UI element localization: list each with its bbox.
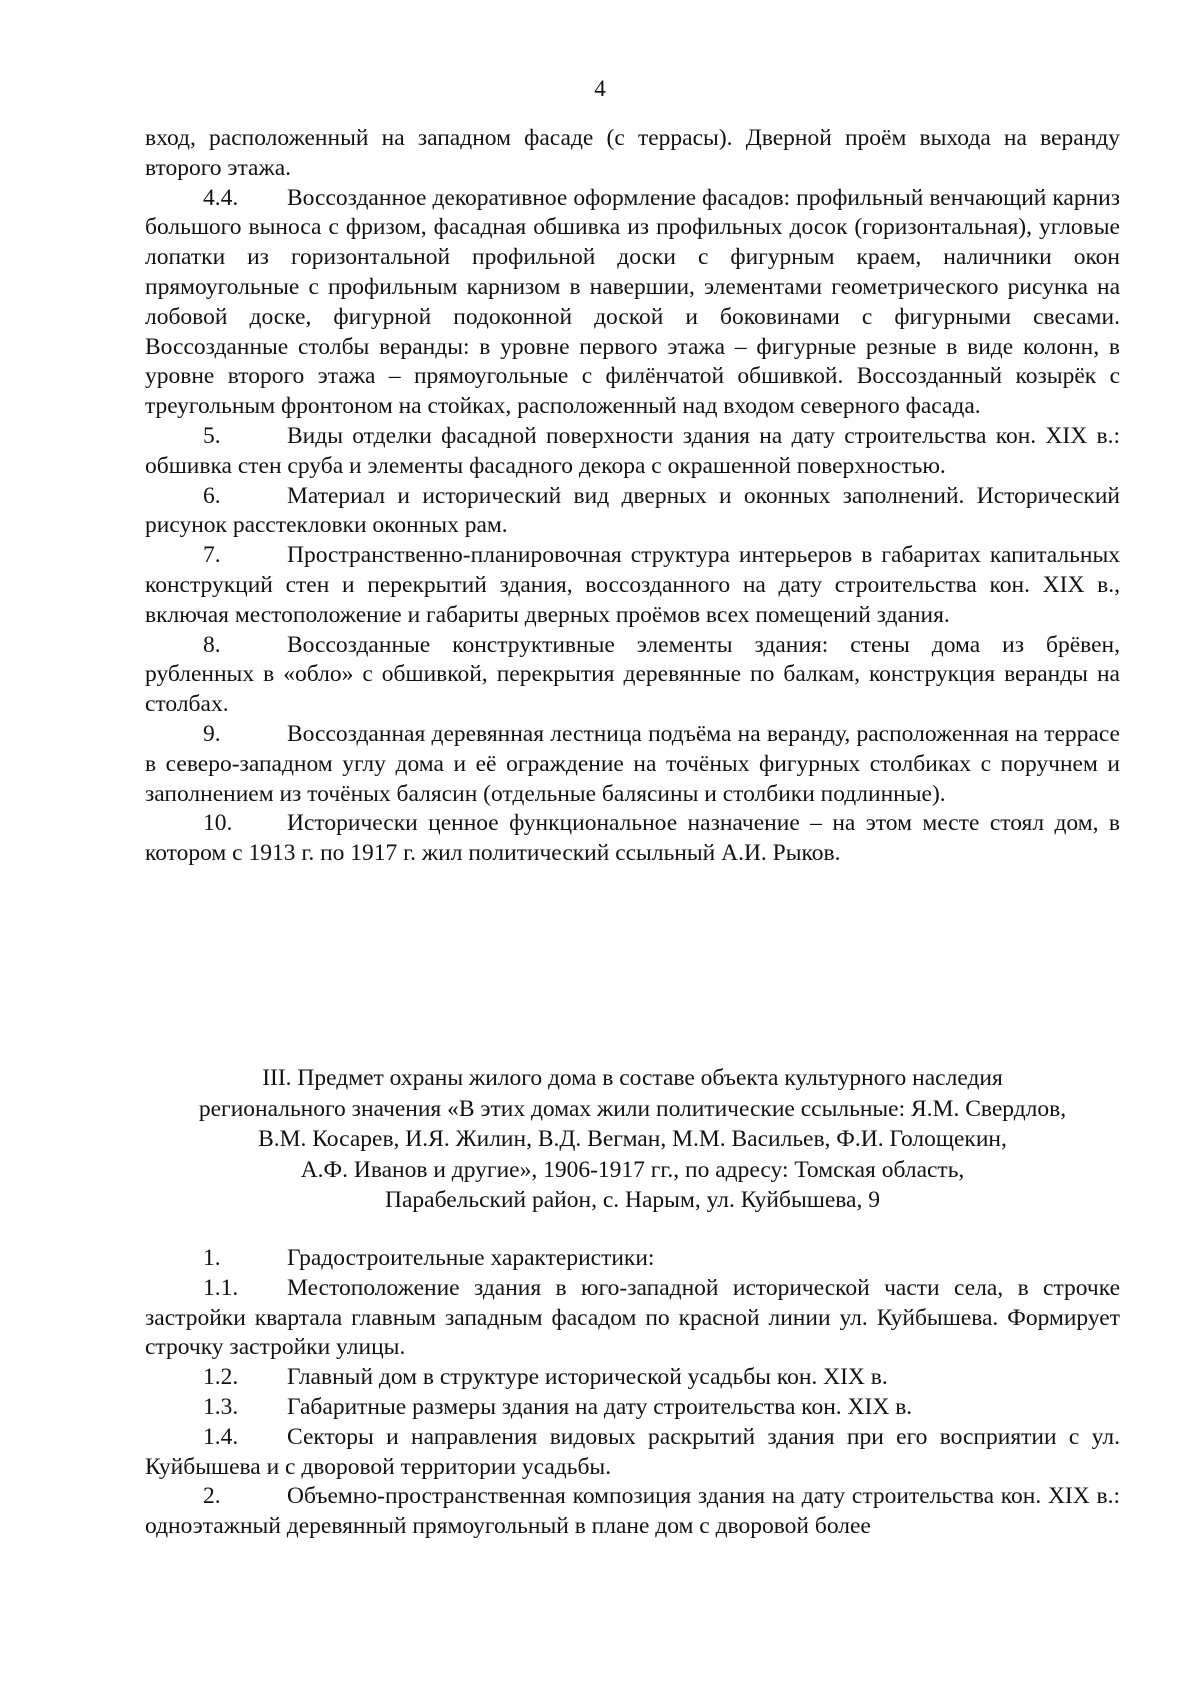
heading-line: Парабельский район, с. Нарым, ул. Куйбышева, 9 [385,1187,880,1213]
item-text: Воссозданная деревянная лестница подъёма на веранду, расположенная на террасе в северо-западном углу дома и её ограждение на точёных фигурных столбиках с поручнем и заполнением из точёных балясин (отдельные балясины и столбики подлинные). [145,720,1120,807]
item-number: 5. [203,422,221,449]
item-text: Пространственно-планировочная структура интерьеров в габаритах капитальных конструкций стен и перекрытий здания, воссозданного на дату строительства кон. XIX в., включая местоположение и габариты дверных проёмов всех помещений здания. [145,542,1120,628]
item-number: 1. [203,1245,221,1271]
item-text: Воссозданные конструктивные элементы здания: стены дома из брёвен, рубленных в «обло» с обшивкой, перекрытия деревянные по балкам, конструкция веранды на столбах. [145,631,1120,718]
list-item-1-3 [145,1393,1120,1423]
item-text: Исторически ценное функциональное назначение – на этом месте стоял дом, в котором с 1913 г. по 1917 г. жил политический ссыльный А.И. Рыков. [145,810,1120,867]
item-text: Секторы и направления видовых раскрытий здания при его восприятии с ул. Куйбышева и с дворовой территории усадьбы. [145,1423,1120,1480]
item-number: 4.4. [203,184,239,211]
page-number: 4 [594,76,606,101]
item-number: 1.3. [203,1393,239,1420]
item-text: Воссозданное декоративное оформление фасадов: профильный венчающий карниз большого выноса с фризом, фасадная обшивка из профильных досок (горизонтальная), угловые лопатки из горизонтальной профильной доски с фигурным краем, наличники окон прямоугольные с профильным карнизом в навершии, элементами геометрического рисунка на лобовой доске, фигурной подоконной доской и боковинами с фигурными свесами. Воссозданные столбы веранды: в уровне первого этажа – фигурные резные в виде колонн, в уровне второго этажа – прямоугольные с филёнчатой обшивкой. Воссозданный козырёк с треугольным фронтоном на стойках, расположенный над входом северного фасада. [145,184,1120,420]
list-item-4-4 [145,184,1120,422]
item-text: Градостроительные характеристики: [287,1245,655,1271]
item-text: Габаритные размеры здания на дату строительства кон. XIX в. [287,1393,913,1420]
section-3-heading [145,1063,1120,1216]
item-number: 6. [203,482,221,509]
list-item-2 [145,1482,1120,1542]
list-item-1 [145,1244,1120,1274]
item-number: 8. [203,631,221,658]
continuation-paragraph: вход, расположенный на западном фасаде (с террасы). Дверной проём выхода на веранду второго этажа. [145,125,1120,181]
list-item-9 [145,720,1120,809]
item-number: 2. [203,1483,221,1510]
item-number: 10. [203,810,233,837]
list-item-1-1 [145,1274,1120,1363]
item-text: Виды отделки фасадной поверхности здания на дату строительства кон. XIX в.: обшивка стен сруба и элементы фасадного декора с окрашенной поверхностью. [145,422,1120,479]
section-2-body [145,124,1120,869]
list-item-8 [145,631,1120,720]
list-item-7 [145,541,1120,630]
heading-line: В.М. Косарев, И.Я. Жилин, В.Д. Вегман, М.М. Васильев, Ф.И. Голощекин, [258,1126,1007,1152]
heading-line: III. Предмет охраны жилого дома в составе объекта культурного наследия [262,1065,1003,1091]
heading-line: А.Ф. Иванов и другие», 1906-1917 гг., по адресу: Томская область, [300,1156,965,1183]
item-text: Объемно-пространственная композиция здания на дату строительства кон. XIX в.: одноэтажный деревянный прямоугольный в плане дом с дворовой более [145,1483,1120,1540]
item-number: 1.1. [203,1274,239,1301]
list-item-1-4 [145,1423,1120,1483]
list-item-6 [145,482,1120,542]
item-number: 1.4. [203,1423,239,1450]
item-number: 9. [203,720,221,747]
section-3-body [145,1244,1120,1542]
heading-line: регионального значения «В этих домах жили политические ссыльные: Я.М. Свердлов, [198,1095,1067,1122]
item-number: 1.2. [203,1364,239,1391]
item-text: Материал и исторический вид дверных и оконных заполнений. Исторический рисунок расстекловки оконных рам. [145,482,1120,539]
item-number: 7. [203,542,221,569]
list-item-1-2 [145,1363,1120,1393]
item-text: Главный дом в структуре исторической усадьбы кон. XIX в. [287,1364,888,1391]
item-text: Местоположение здания в юго-западной исторической части села, в строчке застройки квартала главным западным фасадом по красной линии ул. Куйбышева. Формирует строчку застройки улицы. [145,1274,1120,1361]
list-item-10 [145,809,1120,869]
list-item-5 [145,422,1120,482]
